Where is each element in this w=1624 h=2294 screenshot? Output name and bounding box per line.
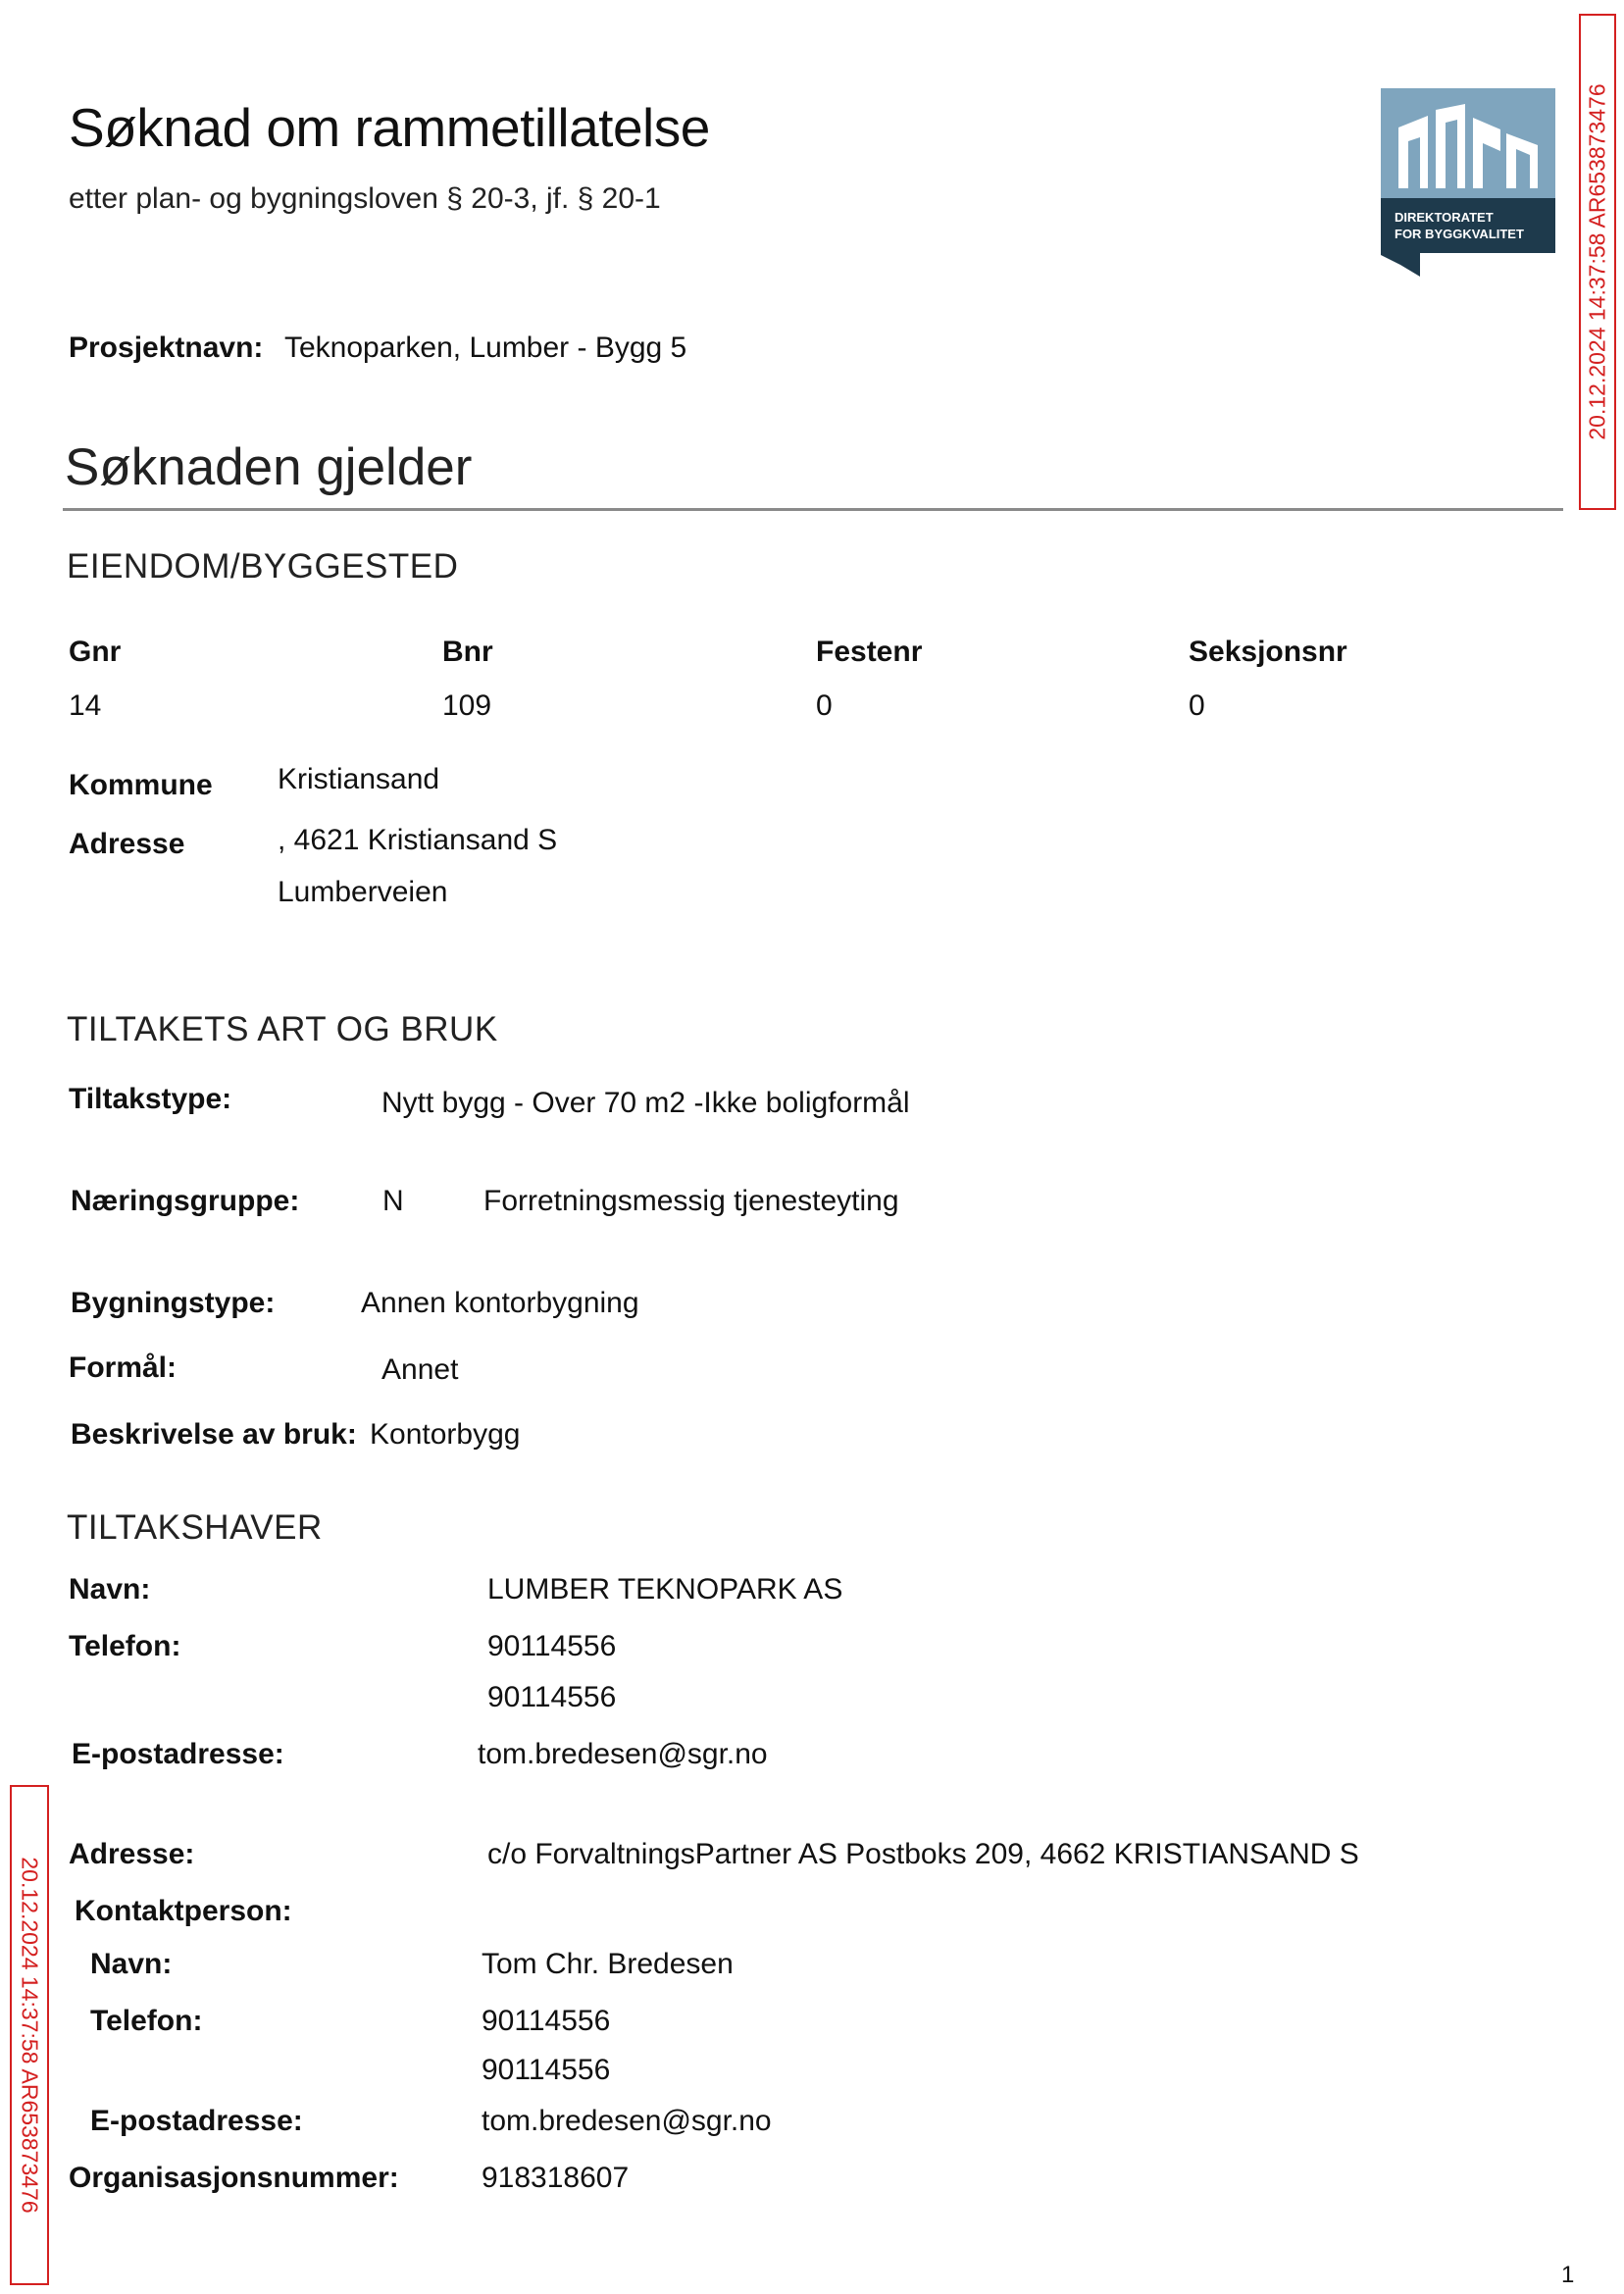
bygningstype-label: Bygningstype: xyxy=(71,1287,276,1319)
project-name-label: Prosjektnavn: xyxy=(69,331,264,364)
archive-stamp-left xyxy=(10,1785,49,2285)
tiltakshaver-telefon-value-1: 90114556 xyxy=(487,1630,617,1662)
kommune-label: Kommune xyxy=(69,769,213,801)
document-title: Søknad om rammetillatelse xyxy=(69,97,710,158)
tiltakshaver-adresse-label: Adresse: xyxy=(69,1838,195,1870)
tiltakshaver-navn-label: Navn: xyxy=(69,1573,151,1606)
tiltakshaver-epost-value: tom.bredesen@sgr.no xyxy=(478,1738,768,1770)
kontakt-telefon-label: Telefon: xyxy=(90,2005,203,2037)
bnr-value: 109 xyxy=(442,689,492,722)
logo-text-line2: FOR BYGGKVALITET xyxy=(1395,227,1524,241)
formal-value: Annet xyxy=(381,1353,459,1386)
kontakt-epost-label: E-postadresse: xyxy=(90,2105,303,2137)
tiltakshaver-navn-value: LUMBER TEKNOPARK AS xyxy=(487,1573,843,1606)
formal-label: Formål: xyxy=(69,1351,178,1384)
festenr-label: Festenr xyxy=(816,636,923,668)
organisasjonsnummer-label: Organisasjonsnummer: xyxy=(69,2162,399,2194)
tiltakstype-value: Nytt bygg - Over 70 m2 -Ikke boligformål xyxy=(381,1087,910,1119)
beskrivelse-label: Beskrivelse av bruk: xyxy=(71,1418,357,1451)
tiltakshaver-telefon-label: Telefon: xyxy=(69,1630,181,1662)
bnr-label: Bnr xyxy=(442,636,493,668)
dibk-logo-icon xyxy=(1381,88,1555,277)
naeringsgruppe-value: Forretningsmessig tjenesteyting xyxy=(483,1185,899,1217)
tiltakstype-label: Tiltakstype: xyxy=(69,1083,232,1115)
section-divider xyxy=(63,508,1563,511)
kommune-value: Kristiansand xyxy=(278,763,440,795)
eiendom-heading: EIENDOM/BYGGESTED xyxy=(67,547,459,586)
gnr-value: 14 xyxy=(69,689,102,722)
project-name-value: Teknoparken, Lumber - Bygg 5 xyxy=(284,331,687,364)
beskrivelse-value: Kontorbygg xyxy=(370,1418,521,1451)
seksjonsnr-value: 0 xyxy=(1189,689,1205,722)
organisasjonsnummer-value: 918318607 xyxy=(482,2162,630,2194)
logo-text-line1: DIREKTORATET xyxy=(1395,210,1494,225)
kontaktperson-label: Kontaktperson: xyxy=(75,1895,292,1927)
tiltakshaver-telefon-value-2: 90114556 xyxy=(487,1681,617,1713)
kontakt-telefon-value-2: 90114556 xyxy=(482,2054,611,2086)
document-subtitle: etter plan- og bygningsloven § 20-3, jf. § 20-1 xyxy=(69,182,661,215)
naeringsgruppe-code: N xyxy=(382,1185,404,1217)
seksjonsnr-label: Seksjonsnr xyxy=(1189,636,1347,668)
adresse-line1: , 4621 Kristiansand S xyxy=(278,824,558,856)
page-number: 1 xyxy=(1561,2262,1575,2288)
festenr-value: 0 xyxy=(816,689,833,722)
bygningstype-value: Annen kontorbygning xyxy=(361,1287,639,1319)
adresse-label: Adresse xyxy=(69,828,185,860)
kontakt-epost-value: tom.bredesen@sgr.no xyxy=(482,2105,772,2137)
tiltakshaver-adresse-value: c/o ForvaltningsPartner AS Postboks 209, 4662 KRISTIANSAND S xyxy=(487,1838,1359,1870)
kontakt-navn-label: Navn: xyxy=(90,1948,173,1980)
naeringsgruppe-label: Næringsgruppe: xyxy=(71,1185,300,1217)
tiltakshaver-epost-label: E-postadresse: xyxy=(72,1738,284,1770)
tiltak-heading: TILTAKETS ART OG BRUK xyxy=(67,1010,498,1048)
section-heading: Søknaden gjelder xyxy=(65,438,473,496)
adresse-line2: Lumberveien xyxy=(278,876,448,908)
tiltakshaver-heading: TILTAKSHAVER xyxy=(67,1508,323,1547)
archive-stamp-right xyxy=(1579,14,1616,510)
kontakt-navn-value: Tom Chr. Bredesen xyxy=(482,1948,734,1980)
dibk-logo xyxy=(1381,88,1555,277)
stamp-text-right: 20.12.2024 14:37:58 AR653873476 xyxy=(1584,83,1610,440)
gnr-label: Gnr xyxy=(69,636,122,668)
kontakt-telefon-value-1: 90114556 xyxy=(482,2005,611,2037)
stamp-text-left: 20.12.2024 14:37:58 AR653873476 xyxy=(17,1857,43,2214)
